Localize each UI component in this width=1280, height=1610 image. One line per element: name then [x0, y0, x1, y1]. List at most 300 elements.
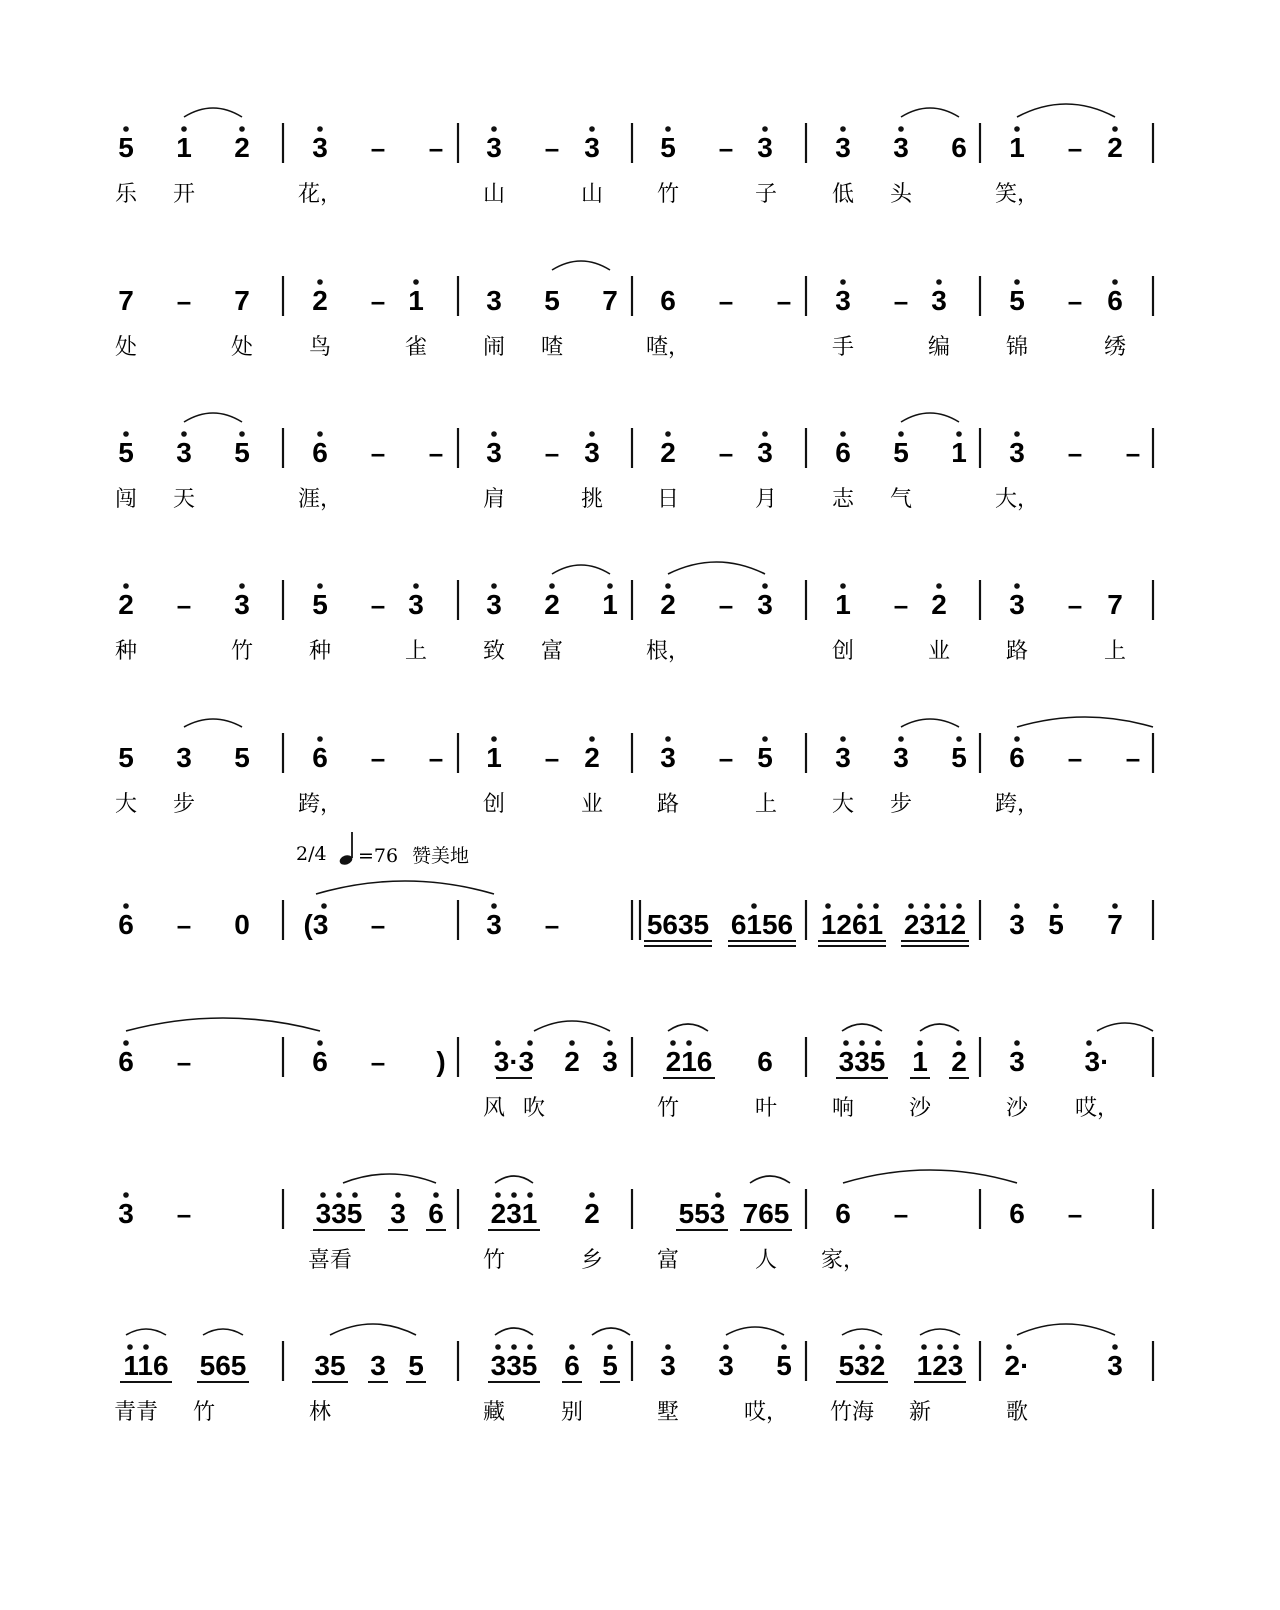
sustain-dash: –	[1067, 286, 1083, 316]
octave-dot	[665, 736, 671, 742]
lyric-syllable: 上	[404, 639, 428, 664]
octave-dot	[723, 1344, 729, 1350]
octave-dot	[511, 1344, 517, 1350]
lyric-syllable: 跨，	[994, 792, 1040, 817]
slur	[184, 108, 242, 117]
octave-dot	[751, 903, 757, 909]
note: 3	[893, 742, 909, 773]
lyric-syllable: 歌	[1005, 1400, 1029, 1425]
note: 3	[718, 1350, 734, 1381]
note: 5	[776, 1350, 792, 1381]
note: 5	[602, 1350, 618, 1381]
tempo-expression: 赞美地	[412, 845, 470, 867]
note: 3	[486, 132, 502, 163]
sustain-dash: –	[544, 743, 560, 773]
note: 6	[312, 1046, 328, 1077]
note: 3	[176, 742, 192, 773]
lyric-syllable: 风	[482, 1096, 506, 1121]
lyric-syllable: 肩	[482, 487, 506, 512]
lyric-syllable: 竹	[482, 1248, 506, 1273]
octave-dot	[1053, 903, 1059, 909]
lyric-syllable: 大	[831, 792, 855, 817]
sustain-dash: –	[370, 438, 386, 468]
lyric-syllable: 叶	[754, 1096, 778, 1121]
slur	[901, 413, 959, 422]
sustain-dash: –	[370, 590, 386, 620]
octave-dot	[181, 126, 187, 132]
note: 7	[602, 285, 618, 316]
lyric-syllable: 气	[889, 487, 913, 512]
lyric-syllable: 种	[308, 639, 332, 664]
octave-dot	[495, 1192, 501, 1198]
octave-dot	[859, 1040, 865, 1046]
sustain-dash: –	[370, 1047, 386, 1077]
octave-dot	[1014, 736, 1020, 742]
octave-dot	[1112, 903, 1118, 909]
lyric-syllable: 种	[114, 639, 138, 664]
lyric-syllable: 开	[172, 182, 196, 207]
sustain-dash: –	[776, 286, 792, 316]
note: 6156	[730, 909, 794, 940]
slur	[330, 1324, 416, 1335]
octave-dot	[762, 431, 768, 437]
octave-dot	[956, 736, 962, 742]
octave-dot	[336, 1192, 342, 1198]
octave-dot	[898, 126, 904, 132]
slur	[668, 1024, 708, 1031]
octave-dot	[491, 126, 497, 132]
octave-dot	[495, 1040, 501, 1046]
slur	[920, 1024, 959, 1031]
note: 2	[660, 437, 676, 468]
octave-dot	[715, 1192, 721, 1198]
slur	[126, 1018, 320, 1031]
note: 5	[1009, 285, 1025, 316]
lyric-syllable: 竹	[192, 1400, 216, 1425]
octave-dot	[607, 1040, 613, 1046]
octave-dot	[940, 903, 946, 909]
note: 116	[123, 1350, 169, 1381]
note: 335	[838, 1046, 886, 1077]
note: 6	[757, 1046, 773, 1077]
lyric-syllable: 处	[114, 335, 138, 360]
octave-dot	[1112, 1344, 1118, 1350]
sustain-dash: –	[718, 133, 734, 163]
note: 3	[1009, 589, 1025, 620]
note: 6	[564, 1350, 580, 1381]
note: 6	[428, 1198, 444, 1229]
lyric-syllable: 哎，	[743, 1400, 789, 1425]
sustain-dash: –	[1125, 743, 1141, 773]
note: 3	[1009, 1046, 1025, 1077]
slur	[534, 1021, 610, 1031]
lyric-syllable: 家，	[820, 1248, 866, 1273]
sustain-dash: –	[1067, 438, 1083, 468]
slur	[726, 1327, 784, 1335]
lyric-syllable: 编	[927, 335, 951, 360]
octave-dot	[825, 903, 831, 909]
octave-dot	[956, 903, 962, 909]
lyric-syllable: 业	[927, 639, 951, 664]
octave-dot	[589, 431, 595, 437]
octave-dot	[1014, 1040, 1020, 1046]
note: 3	[835, 285, 851, 316]
octave-dot	[123, 1040, 129, 1046]
octave-dot	[239, 431, 245, 437]
note: 3	[312, 132, 328, 163]
note: 3	[584, 132, 600, 163]
note: 6	[1107, 285, 1123, 316]
octave-dot	[123, 126, 129, 132]
octave-dot	[875, 1040, 881, 1046]
note: 3	[486, 909, 502, 940]
octave-dot	[873, 903, 879, 909]
octave-dot	[762, 583, 768, 589]
sustain-dash: –	[544, 133, 560, 163]
note: 335	[490, 1350, 538, 1381]
octave-dot	[936, 279, 942, 285]
note: 2·	[1004, 1350, 1030, 1381]
octave-dot	[1014, 903, 1020, 909]
note: 3	[486, 589, 502, 620]
note: 6	[1009, 742, 1025, 773]
octave-dot	[953, 1344, 959, 1350]
octave-dot	[936, 583, 942, 589]
note: 7	[234, 285, 250, 316]
slur	[920, 1329, 960, 1335]
octave-dot	[859, 1344, 865, 1350]
slur	[842, 1024, 882, 1031]
sustain-dash: –	[718, 438, 734, 468]
note: 3	[234, 589, 250, 620]
note: 2	[1107, 132, 1123, 163]
lyric-syllable: 喳	[540, 335, 564, 360]
note: 2	[234, 132, 250, 163]
note: 532	[838, 1350, 886, 1381]
octave-dot	[352, 1192, 358, 1198]
lyric-syllable: 雀	[404, 335, 428, 360]
octave-dot	[491, 431, 497, 437]
lyric-syllable: 创	[482, 792, 506, 817]
lyric-syllable: 上	[754, 792, 778, 817]
sustain-dash: –	[176, 1047, 192, 1077]
lyric-syllable: 根，	[645, 639, 691, 664]
note: 6	[118, 909, 134, 940]
note: 1261	[820, 909, 884, 940]
slur	[203, 1329, 243, 1335]
lyric-syllable: 子	[754, 182, 778, 207]
lyric-syllable: 业	[580, 792, 604, 817]
octave-dot	[762, 126, 768, 132]
slur	[1017, 717, 1153, 727]
note: 1	[912, 1046, 928, 1077]
slur	[126, 1329, 166, 1335]
note: 5	[757, 742, 773, 773]
octave-dot	[413, 279, 419, 285]
sustain-dash: –	[370, 910, 386, 940]
octave-dot	[665, 431, 671, 437]
octave-dot	[527, 1192, 533, 1198]
note: 3·	[1084, 1046, 1110, 1077]
lyric-syllable: 鸟	[308, 335, 332, 360]
octave-dot	[607, 583, 613, 589]
time-signature: 2/4	[296, 843, 327, 865]
sustain-dash: –	[1067, 133, 1083, 163]
slur	[343, 1174, 436, 1183]
note: 5	[312, 589, 328, 620]
note: 5	[234, 742, 250, 773]
lyric-syllable: 人	[754, 1248, 778, 1273]
octave-dot	[527, 1040, 533, 1046]
slur	[495, 1176, 533, 1183]
note: 3	[931, 285, 947, 316]
octave-dot	[239, 126, 245, 132]
octave-dot	[123, 1192, 129, 1198]
octave-dot	[433, 1192, 439, 1198]
octave-dot	[589, 126, 595, 132]
note: 1	[486, 742, 502, 773]
octave-dot	[143, 1344, 149, 1350]
lyric-syllable: 富	[656, 1248, 680, 1273]
note: 3	[757, 437, 773, 468]
note: 5	[951, 742, 967, 773]
octave-dot	[665, 1344, 671, 1350]
note: 3	[1107, 1350, 1123, 1381]
note: 2	[564, 1046, 580, 1077]
note: 2	[951, 1046, 967, 1077]
octave-dot	[1112, 126, 1118, 132]
note: 3	[486, 437, 502, 468]
lyric-syllable: 笑，	[994, 182, 1040, 207]
note: 1	[835, 589, 851, 620]
note: 5	[1048, 909, 1064, 940]
lyric-syllable: 志	[831, 487, 855, 512]
lyric-syllable: 哎，	[1074, 1096, 1120, 1121]
octave-dot	[1014, 431, 1020, 437]
octave-dot	[857, 903, 863, 909]
note: 5	[234, 437, 250, 468]
octave-dot	[1014, 126, 1020, 132]
octave-dot	[840, 279, 846, 285]
octave-dot	[317, 279, 323, 285]
note: 2312	[903, 909, 967, 940]
note: 3	[584, 437, 600, 468]
octave-dot	[127, 1344, 133, 1350]
slur	[842, 1329, 882, 1335]
lyric-syllable: 手	[831, 335, 855, 360]
sustain-dash: –	[176, 286, 192, 316]
octave-dot	[317, 736, 323, 742]
sustain-dash: –	[544, 438, 560, 468]
note: 3	[757, 589, 773, 620]
octave-dot	[956, 1040, 962, 1046]
note: 35	[314, 1350, 346, 1381]
lyric-syllable: 响	[831, 1096, 855, 1121]
note: 6	[835, 1198, 851, 1229]
lyric-syllable: 头	[889, 182, 913, 207]
sustain-dash: –	[176, 1199, 192, 1229]
note: 6	[951, 132, 967, 163]
note: 335	[315, 1198, 363, 1229]
lyric-syllable: 花，	[297, 182, 343, 207]
lyric-syllable: 山	[482, 182, 506, 207]
note: 5635	[646, 909, 710, 940]
note: 3	[835, 132, 851, 163]
octave-dot	[1006, 1344, 1012, 1350]
lyric-syllable: 步	[172, 792, 196, 817]
slur	[552, 261, 610, 270]
note: 2	[312, 285, 328, 316]
octave-dot	[549, 583, 555, 589]
octave-dot	[1014, 583, 1020, 589]
note: 1	[602, 589, 618, 620]
slur	[1097, 1023, 1153, 1031]
note: 3	[660, 742, 676, 773]
sustain-dash: –	[1125, 438, 1141, 468]
lyric-syllable: 乐	[114, 182, 138, 207]
octave-dot	[123, 431, 129, 437]
note: 216	[665, 1046, 713, 1077]
note: 6	[1009, 1198, 1025, 1229]
note: 553	[678, 1198, 726, 1229]
octave-dot	[317, 126, 323, 132]
note: 5	[408, 1350, 424, 1381]
octave-dot	[123, 583, 129, 589]
lyric-syllable: 上	[1103, 639, 1127, 664]
lyric-syllable: 林	[308, 1400, 332, 1425]
lyric-syllable: 乡	[580, 1248, 604, 1273]
note: 6	[312, 742, 328, 773]
lyric-syllable: 沙	[1005, 1096, 1029, 1121]
octave-dot	[589, 1192, 595, 1198]
note: 2	[118, 589, 134, 620]
lyric-syllable: 竹	[656, 1096, 680, 1121]
sustain-dash: –	[428, 438, 444, 468]
lyric-syllable: 涯，	[297, 487, 343, 512]
note: 7	[118, 285, 134, 316]
note: 1	[408, 285, 424, 316]
octave-dot	[123, 903, 129, 909]
octave-dot	[589, 736, 595, 742]
octave-dot	[898, 736, 904, 742]
note: )	[436, 1046, 446, 1077]
slur	[495, 1328, 533, 1335]
lyric-syllable: 沙	[908, 1096, 932, 1121]
lyric-syllable: 墅	[656, 1400, 680, 1425]
octave-dot	[781, 1344, 787, 1350]
note: 1	[951, 437, 967, 468]
octave-dot	[1112, 279, 1118, 285]
sustain-dash: –	[370, 286, 386, 316]
lyric-syllable: 处	[230, 335, 254, 360]
note: 3·3	[493, 1046, 535, 1077]
octave-dot	[569, 1344, 575, 1350]
lyric-syllable: 创	[831, 639, 855, 664]
slur	[1017, 1324, 1115, 1335]
lyric-syllable: 富	[540, 639, 564, 664]
note: 3	[408, 589, 424, 620]
lyric-syllable: 闯	[114, 487, 138, 512]
note: 765	[742, 1198, 790, 1229]
octave-dot	[317, 431, 323, 437]
lyric-syllable: 路	[1005, 639, 1029, 664]
sustain-dash: –	[718, 743, 734, 773]
lyric-syllable: 锦	[1005, 335, 1029, 360]
octave-dot	[908, 903, 914, 909]
sustain-dash: –	[718, 286, 734, 316]
octave-dot	[843, 1040, 849, 1046]
note: 3	[602, 1046, 618, 1077]
octave-dot	[413, 583, 419, 589]
note: 0	[234, 909, 250, 940]
octave-dot	[181, 431, 187, 437]
octave-dot	[840, 736, 846, 742]
lyric-syllable: 绣	[1103, 335, 1127, 360]
slur	[1017, 104, 1115, 117]
slur	[316, 881, 494, 894]
note: 3	[660, 1350, 676, 1381]
octave-dot	[607, 1344, 613, 1350]
lyric-syllable: 喜看	[307, 1248, 353, 1273]
lyric-syllable: 步	[889, 792, 913, 817]
note: 565	[199, 1350, 247, 1381]
note: 1	[176, 132, 192, 163]
slur	[552, 565, 610, 574]
octave-dot	[491, 903, 497, 909]
lyric-syllable: 竹	[656, 182, 680, 207]
octave-dot	[762, 736, 768, 742]
lyric-syllable: 闹	[482, 335, 506, 360]
note: 3	[1009, 909, 1025, 940]
octave-dot	[917, 1040, 923, 1046]
octave-dot	[495, 1344, 501, 1350]
sustain-dash: –	[544, 910, 560, 940]
sustain-dash: –	[1067, 590, 1083, 620]
note: 7	[1107, 589, 1123, 620]
octave-dot	[527, 1344, 533, 1350]
note: 3	[118, 1198, 134, 1229]
lyric-syllable: 新	[908, 1400, 932, 1425]
lyric-syllable: 青青	[113, 1400, 159, 1425]
note: 3	[390, 1198, 406, 1229]
slur	[843, 1170, 1017, 1183]
octave-dot	[1086, 1040, 1092, 1046]
sustain-dash: –	[428, 133, 444, 163]
lyric-syllable: 跨，	[297, 792, 343, 817]
note: 5	[118, 132, 134, 163]
octave-dot	[937, 1344, 943, 1350]
note: 5	[893, 437, 909, 468]
lyric-syllable: 藏	[482, 1400, 506, 1425]
lyric-syllable: 大	[114, 792, 138, 817]
note: 6	[118, 1046, 134, 1077]
note: 2	[931, 589, 947, 620]
octave-dot	[317, 583, 323, 589]
octave-dot	[686, 1040, 692, 1046]
octave-dot	[956, 431, 962, 437]
octave-dot	[840, 126, 846, 132]
sustain-dash: –	[1067, 1199, 1083, 1229]
note: 3	[1009, 437, 1025, 468]
note: 2	[660, 589, 676, 620]
note: 2	[544, 589, 560, 620]
note: 3	[893, 132, 909, 163]
octave-dot	[924, 903, 930, 909]
slur	[901, 719, 959, 727]
sustain-dash: –	[1067, 743, 1083, 773]
note: 3	[370, 1350, 386, 1381]
octave-dot	[569, 1040, 575, 1046]
